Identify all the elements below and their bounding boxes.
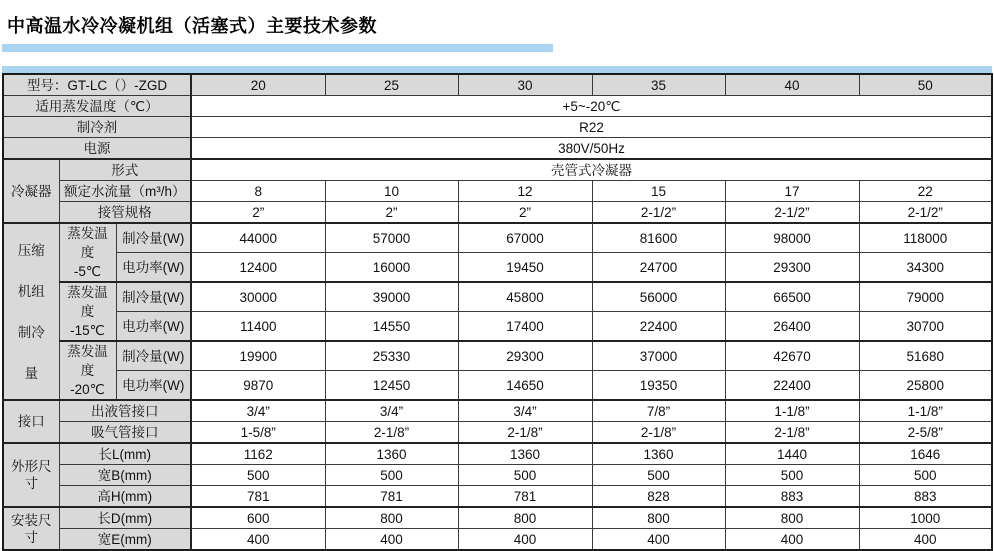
value-cell: 600 [191,507,325,529]
value-cell: 12400 [191,253,325,283]
title-underline-bar [2,44,553,52]
value-cell: 57000 [325,223,458,253]
value-cell: 2-1/8” [325,422,458,444]
row-compressor-t20-power [3,371,992,401]
value-cell: 800 [458,507,592,529]
row-label-cell: 形式 [59,159,191,181]
row-condenser-flow [3,181,992,202]
model-value-cell: 35 [592,74,725,96]
value-cell: 2-1/2” [859,202,992,224]
value-cell: 79000 [859,282,992,312]
value-cell: 1-5/8” [191,422,325,444]
compressor-group-label: 压缩机组制冷量 [3,223,59,400]
value-cell: 1440 [725,443,859,465]
row-label-cell: 电功率(W) [116,253,191,283]
value-cell: 2-5/8” [859,422,992,444]
dimensions-group-label: 外形尺寸 [3,443,59,507]
value-cell: 19350 [592,371,725,401]
value-cell: 800 [592,507,725,529]
value-cell: 800 [725,507,859,529]
row-dim-width [3,465,992,486]
value-cell: 45800 [458,282,592,312]
row-label-cell: 接管规格 [59,202,191,224]
value-cell: 3/4” [458,400,592,422]
value-cell: 34300 [859,253,992,283]
value-cell: 37000 [592,341,725,371]
row-label-cell: 适用蒸发温度（℃） [3,96,191,117]
value-cell: 1-1/8” [859,400,992,422]
value-cell: 15 [592,181,725,202]
value-cell: 781 [458,486,592,508]
value-cell: 400 [191,529,325,551]
value-cell: 39000 [325,282,458,312]
value-cell: 400 [859,529,992,551]
row-label-cell: 电源 [3,138,191,160]
row-power-supply [3,138,992,160]
row-compressor-t5-power [3,253,992,283]
value-cell: 22400 [725,371,859,401]
value-cell: 2-1/8” [592,422,725,444]
model-value-cell: 20 [191,74,325,96]
row-label-cell: 电功率(W) [116,371,191,401]
value-cell: 9870 [191,371,325,401]
temp-label-cell: 蒸发温度 -5℃ [59,223,116,282]
value-cell: 25330 [325,341,458,371]
value-cell: 500 [191,465,325,486]
row-label-cell: 制冷量(W) [116,341,191,371]
value-cell: 781 [325,486,458,508]
merged-value-cell: R22 [191,117,992,138]
value-cell: 17400 [458,312,592,342]
value-cell: 81600 [592,223,725,253]
value-cell: 500 [592,465,725,486]
value-cell: 883 [725,486,859,508]
model-value-cell: 50 [859,74,992,96]
value-cell: 19450 [458,253,592,283]
model-value-cell: 25 [325,74,458,96]
model-value-cell: 40 [725,74,859,96]
spec-table [2,73,993,551]
condenser-group-label: 冷凝器 [3,159,59,223]
value-cell: 2” [325,202,458,224]
value-cell: 781 [191,486,325,508]
value-cell: 1360 [325,443,458,465]
value-cell: 67000 [458,223,592,253]
value-cell: 2-1/8” [458,422,592,444]
temp-label-cell: 蒸发温度 -15℃ [59,282,116,341]
row-refrigerant [3,117,992,138]
value-cell: 29300 [458,341,592,371]
model-label-cell: 型号：GT-LC（）-ZGD [3,74,191,96]
value-cell: 400 [725,529,859,551]
value-cell: 1646 [859,443,992,465]
merged-value-cell: +5~-20℃ [191,96,992,117]
row-compressor-t20-cooling [3,341,992,371]
row-evap-temp-range [3,96,992,117]
row-label-cell: 出液管接口 [59,400,191,422]
value-cell: 24700 [592,253,725,283]
row-model [3,74,992,96]
row-label-cell: 电功率(W) [116,312,191,342]
row-label-cell: 制冷量(W) [116,282,191,312]
value-cell: 98000 [725,223,859,253]
value-cell: 22 [859,181,992,202]
value-cell: 26400 [725,312,859,342]
row-label-cell: 高H(mm) [59,486,191,508]
value-cell: 500 [325,465,458,486]
row-condenser-form [3,159,992,181]
row-install-length [3,507,992,529]
value-cell: 500 [859,465,992,486]
value-cell: 500 [458,465,592,486]
row-dim-length [3,443,992,465]
row-liquid-port [3,400,992,422]
value-cell: 30700 [859,312,992,342]
value-cell: 400 [458,529,592,551]
value-cell: 2-1/8” [725,422,859,444]
row-label-cell: 宽B(mm) [59,465,191,486]
value-cell: 400 [592,529,725,551]
row-suction-port [3,422,992,444]
value-cell: 400 [325,529,458,551]
value-cell: 22400 [592,312,725,342]
row-condenser-pipe [3,202,992,224]
value-cell: 42670 [725,341,859,371]
installation-group-label: 安装尺寸 [3,507,59,550]
value-cell: 800 [325,507,458,529]
value-cell: 25800 [859,371,992,401]
value-cell: 14650 [458,371,592,401]
row-compressor-t5-cooling [3,223,992,253]
value-cell: 1162 [191,443,325,465]
value-cell: 14550 [325,312,458,342]
row-label-cell: 长L(mm) [59,443,191,465]
value-cell: 3/4” [191,400,325,422]
value-cell: 30000 [191,282,325,312]
row-label-cell: 制冷剂 [3,117,191,138]
value-cell: 3/4” [325,400,458,422]
value-cell: 8 [191,181,325,202]
value-cell: 2” [191,202,325,224]
row-compressor-t15-cooling [3,282,992,312]
value-cell: 51680 [859,341,992,371]
merged-value-cell: 380V/50Hz [191,138,992,160]
value-cell: 29300 [725,253,859,283]
value-cell: 2” [458,202,592,224]
value-cell: 2-1/2” [725,202,859,224]
row-compressor-t15-power [3,312,992,342]
merged-value-cell: 壳管式冷凝器 [191,159,992,181]
value-cell: 118000 [859,223,992,253]
value-cell: 1360 [458,443,592,465]
model-value-cell: 30 [458,74,592,96]
temp-label-cell: 蒸发温度 -20℃ [59,341,116,400]
value-cell: 7/8” [592,400,725,422]
ports-group-label: 接口 [3,400,59,443]
page-title: 中高温水冷冷凝机组（活塞式）主要技术参数 [7,16,377,36]
row-install-width [3,529,992,551]
row-label-cell: 宽E(mm) [59,529,191,551]
row-label-cell: 额定水流量（m³/h） [59,181,191,202]
value-cell: 11400 [191,312,325,342]
value-cell: 883 [859,486,992,508]
row-label-cell: 长D(mm) [59,507,191,529]
value-cell: 828 [592,486,725,508]
value-cell: 1360 [592,443,725,465]
value-cell: 12450 [325,371,458,401]
value-cell: 500 [725,465,859,486]
value-cell: 19900 [191,341,325,371]
value-cell: 44000 [191,223,325,253]
table-top-accent-bar [2,66,992,73]
row-label-cell: 吸气管接口 [59,422,191,444]
row-label-cell: 制冷量(W) [116,223,191,253]
value-cell: 56000 [592,282,725,312]
value-cell: 12 [458,181,592,202]
value-cell: 17 [725,181,859,202]
value-cell: 1000 [859,507,992,529]
value-cell: 66500 [725,282,859,312]
value-cell: 16000 [325,253,458,283]
row-dim-height [3,486,992,508]
value-cell: 1-1/8” [725,400,859,422]
value-cell: 10 [325,181,458,202]
value-cell: 2-1/2” [592,202,725,224]
